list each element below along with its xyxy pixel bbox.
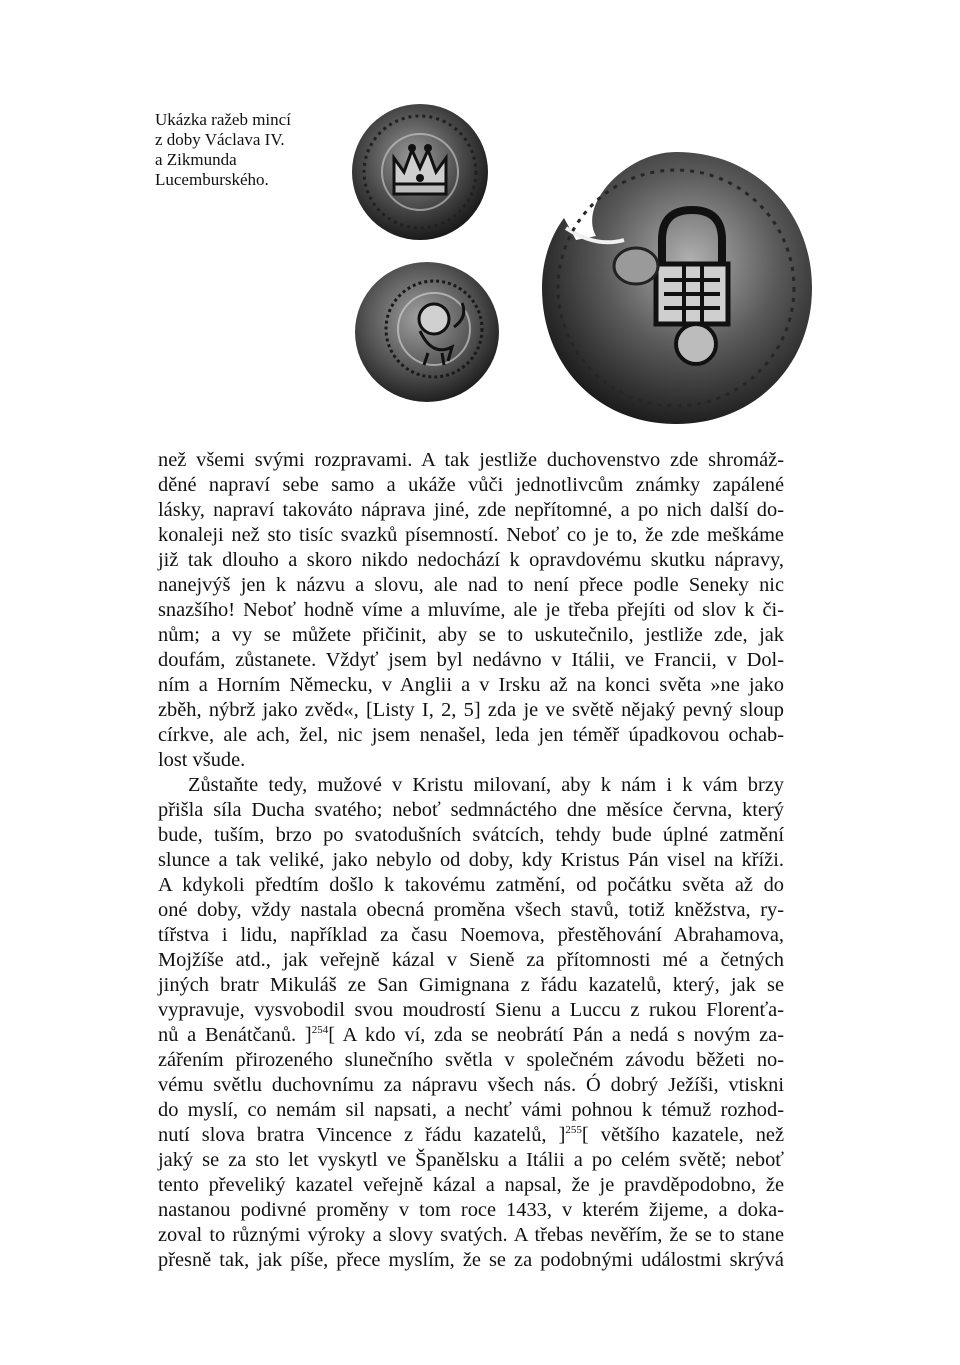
text-fragment: [ většího kazatele, než (581, 1124, 785, 1146)
text-line: lásky, napraví takováto náprava jiné, zde nepřítomné, a po nich další do- (158, 499, 784, 521)
text-line: než všemi svými rozpravami. A tak jestliže duchovenstvo zde shromáž- (158, 449, 784, 471)
text-fragment: [ A kdo ví, zda se neobrátí Pán a nedá s novým za- (328, 1024, 784, 1046)
coin-large-image (536, 148, 816, 428)
footnote-marker[interactable]: 255 (565, 1124, 582, 1136)
text-line: doufám, zůstanete. Vždyť jsem byl nedávno v Itálii, ve Francii, v Dol- (158, 649, 784, 671)
illustration-caption (155, 110, 375, 190)
text-line: bude, tuším, brzo po svatodušních svátcích, tehdy bude úplné zatmění (158, 824, 784, 846)
caption-line: z doby Václava IV. (155, 130, 285, 149)
text-line: vypravuje, vysvobodil svou moudrostí Sienu a Luccu z rukou Florenťa- (158, 999, 784, 1021)
text-line: již tak dlouho a skoro nikdo nedochází k opravdovému skutku nápravy, (158, 549, 784, 571)
text-line: děné napraví sebe samo a ukáže vůči jednotlivcům známky zapálené (158, 474, 784, 496)
text-line: zběh, nýbrž jako zvěd«, [Listy I, 2, 5] zda je ve světě nějaký pevný sloup (158, 699, 784, 721)
text-line: zoval to různými výroky a slovy svatých. A třebas nevěřím, že se to stane (158, 1224, 784, 1246)
text-line: tířstva i lidu, například za času Noemova, přestěhování Abrahamova, (158, 924, 784, 946)
text-line: nastanou podivné proměny v tom roce 1433, v kterém žijeme, a doka- (158, 1199, 784, 1221)
text-line-with-note (158, 1023, 784, 1048)
text-line: Zůstaňte tedy, mužové v Kristu milovaní, aby k nám i k vám brzy (188, 774, 784, 796)
text-line: Mojžíše atd., jak veřejně kázal v Sieně za přítomnosti mé a četných (158, 949, 784, 971)
text-line: jiných bratr Mikuláš ze San Gimignana z řádu kazatelů, který, jak se (158, 974, 784, 996)
coin-crown-image (350, 102, 490, 242)
text-line: konaleji než sto tisíc svazků písemností. Neboť co je to, že zde meškáme (158, 524, 784, 546)
text-line: zářením přirozeného slunečního světla v společném závodu běžeti no- (158, 1049, 784, 1071)
text-fragment: nutí slova bratra Vincence z řádu kazatelů, ] (158, 1124, 566, 1146)
main-text (158, 448, 784, 1273)
text-line: oné doby, vždy nastala obecná proměna všech stavů, totiž kněžstva, ry- (158, 899, 784, 921)
caption-line: Lucemburského. (155, 170, 269, 189)
text-line-with-note (158, 1123, 784, 1148)
caption-line: a Zikmunda (155, 150, 237, 169)
coin-lion-image (352, 257, 502, 407)
text-line: snazšího! Neboť hodně víme a mluvíme, ale je třeba přejíti od slov k či- (158, 599, 784, 621)
text-line: tento převeliký kazatel veřejně kázal a napsal, že je pravděpodobno, že (158, 1174, 784, 1196)
text-line: A kdykoli předtím došlo k takovému zatmění, od počátku světa až do (158, 874, 784, 896)
text-line: přišla síla Ducha svatého; neboť sedmnáctého dne měsíce června, který (158, 799, 784, 821)
text-line: slunce a tak veliké, jako nebylo od doby, kdy Kristus Pán visel na kříži. (158, 849, 784, 871)
text-line: ním a Horním Německu, v Anglii a v Irsku až na konci světa »ne jako (158, 674, 784, 696)
text-line: nům; a vy se můžete přičinit, aby se to uskutečnilo, jestliže zde, jak (158, 624, 784, 646)
text-line: vému světlu duchovnímu za nápravu všech nás. Ó dobrý Ježíši, vtiskni (158, 1074, 784, 1096)
text-line: jaký se za sto let vyskytl ve Španělsku a Itálii a po celém světě; neboť (158, 1149, 784, 1171)
caption-line: Ukázka ražeb mincí (155, 110, 291, 129)
text-line: lost všude. (158, 749, 246, 771)
text-line: nanejvýš jen k názvu a slovu, ale nad to není přece podle Seneky nic (158, 574, 784, 596)
text-fragment: nů a Benátčanů. ] (158, 1024, 312, 1046)
footnote-marker[interactable]: 254 (311, 1024, 329, 1036)
text-line: církve, ale ach, žel, nic jsem nenašel, leda jen téměř úpadkovou ochab- (158, 724, 784, 746)
text-line: přesně tak, jak píše, přece myslím, že se za podobnými událostmi skrývá (158, 1249, 784, 1271)
text-line: do myslí, co nemám sil napsati, a nechť vámi pohnou k témuž rozhod- (158, 1099, 784, 1121)
